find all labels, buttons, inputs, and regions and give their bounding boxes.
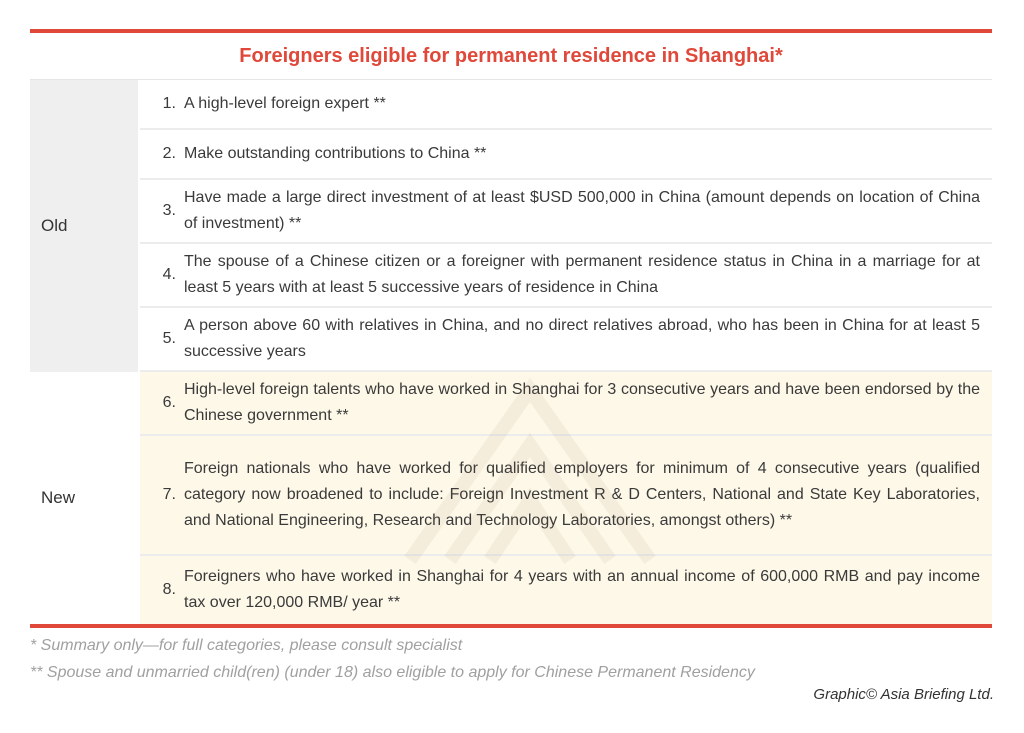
group-old-rows <box>138 80 992 372</box>
row-text: The spouse of a Chinese citizen or a foreigner with permanent residence status in China in a marriage for at least 5 years with at least 5 successive years of residence in China <box>184 253 980 296</box>
table-row <box>140 80 992 130</box>
footnotes <box>30 632 755 686</box>
eligibility-table <box>30 80 992 624</box>
row-text: Make outstanding contributions to China ** <box>184 145 487 162</box>
graphic-credit: Graphic© Asia Briefing Ltd. <box>813 686 994 703</box>
footnote-2: ** Spouse and unmarried child(ren) (under 18) also eligible to apply for Chinese Permanent Residency <box>30 664 755 681</box>
group-new-rows <box>138 372 992 624</box>
row-number: 5. <box>162 330 176 347</box>
row-number: 6. <box>162 394 176 411</box>
group-new <box>30 372 992 624</box>
table-row <box>140 308 992 372</box>
residence-table-graphic <box>30 29 992 628</box>
group-label-new: New <box>30 372 138 624</box>
row-text: Foreigners who have worked in Shanghai for 4 years with an annual income of 600,000 RMB and pay income tax over 120,000 RMB/ year ** <box>184 568 980 611</box>
table-row <box>140 244 992 308</box>
page-title: Foreigners eligible for permanent residence in Shanghai* <box>30 33 992 80</box>
group-label-old: Old <box>30 80 138 372</box>
row-number: 4. <box>162 266 176 283</box>
bottom-rule <box>30 624 992 628</box>
table-row <box>140 436 992 556</box>
row-text: Foreign nationals who have worked for qualified employers for minimum of 4 consecutive years (qualified category now broadened to include: Foreign Investment R & D Centers, National and State Key Laboratories, and National Engineering, Research and Technology Laboratories, amongst others) ** <box>184 460 980 529</box>
table-row <box>140 180 992 244</box>
table-row <box>140 556 992 624</box>
row-text: A person above 60 with relatives in China, and no direct relatives abroad, who has been in China for at least 5 successive years <box>184 317 980 360</box>
row-text: Have made a large direct investment of at least $USD 500,000 in China (amount depends on location of China of investment) ** <box>184 189 980 232</box>
row-text: A high-level foreign expert ** <box>184 95 386 112</box>
row-number: 2. <box>162 145 176 162</box>
row-number: 3. <box>162 202 176 219</box>
row-number: 8. <box>162 581 176 598</box>
table-row <box>140 372 992 436</box>
table-row <box>140 130 992 180</box>
footnote-1: * Summary only—for full categories, please consult specialist <box>30 637 463 654</box>
group-old <box>30 80 992 372</box>
row-text: High-level foreign talents who have worked in Shanghai for 3 consecutive years and have been endorsed by the Chinese government ** <box>184 381 980 424</box>
row-number: 7. <box>162 486 176 503</box>
row-number: 1. <box>162 95 176 112</box>
